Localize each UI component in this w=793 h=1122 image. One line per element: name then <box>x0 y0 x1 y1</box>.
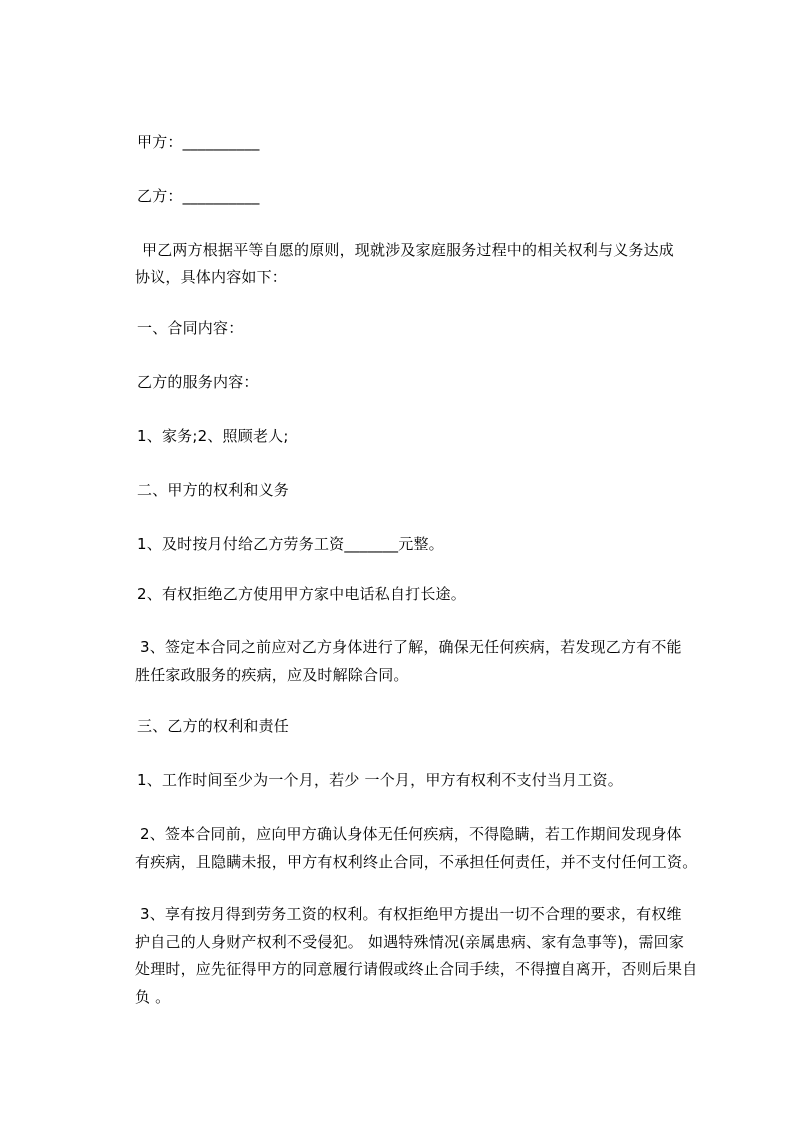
section-3-item-3-line-2: 护自己的人身财产权利不受侵犯。 如遇特殊情况(亲属患病、家有急事等)，需回家 <box>135 933 685 951</box>
section-3-item-2-line-1: 2、签本合同前，应向甲方确认身体无任何疾病，不得隐瞒，若工作期间发现身体 <box>140 825 682 843</box>
intro-line-2: 协议，具体内容如下： <box>135 268 288 286</box>
section-1-items: 1、家务;2、照顾老人; <box>137 427 289 445</box>
section-2-item-3-line-2: 胜任家政服务的疾病，应及时解除合同。 <box>135 666 409 684</box>
section-3-item-3-line-1: 3、享有按月得到劳务工资的权利。有权拒绝甲方提出一切不合理的要求，有权维 <box>140 905 682 923</box>
section-3-item-3-line-3: 处理时，应先征得甲方的同意履行请假或终止合同手续，不得擅自离开，否则后果自 <box>135 960 698 978</box>
section-1-subheading: 乙方的服务内容： <box>137 373 259 391</box>
intro-line-1: 甲乙两方根据平等自愿的原则，现就涉及家庭服务过程中的相关权利与义务达成 <box>142 241 675 259</box>
section-3-item-1: 1、工作时间至少为一个月，若少 一个月，甲方有权利不支付当月工资。 <box>137 771 623 789</box>
party-a-line: 甲方：__________ <box>137 133 260 151</box>
section-3-item-3-line-4: 负 。 <box>135 988 171 1006</box>
section-2-item-2: 2、有权拒绝乙方使用甲方家中电话私自打长途。 <box>137 585 466 603</box>
section-3-heading: 三、乙方的权利和责任 <box>137 717 290 735</box>
party-b-line: 乙方：__________ <box>137 187 260 205</box>
section-3-item-2-line-2: 有疾病，且隐瞒未报，甲方有权利终止合同，不承担任何责任，并不支付任何工资。 <box>135 853 698 871</box>
section-2-item-1: 1、及时按月付给乙方劳务工资_______元整。 <box>137 535 444 553</box>
section-2-item-3-line-1: 3、签定本合同之前应对乙方身体进行了解，确保无任何疾病，若发现乙方有不能 <box>140 638 682 656</box>
section-2-heading: 二、甲方的权利和义务 <box>137 481 290 499</box>
section-1-heading: 一、合同内容： <box>137 319 244 337</box>
